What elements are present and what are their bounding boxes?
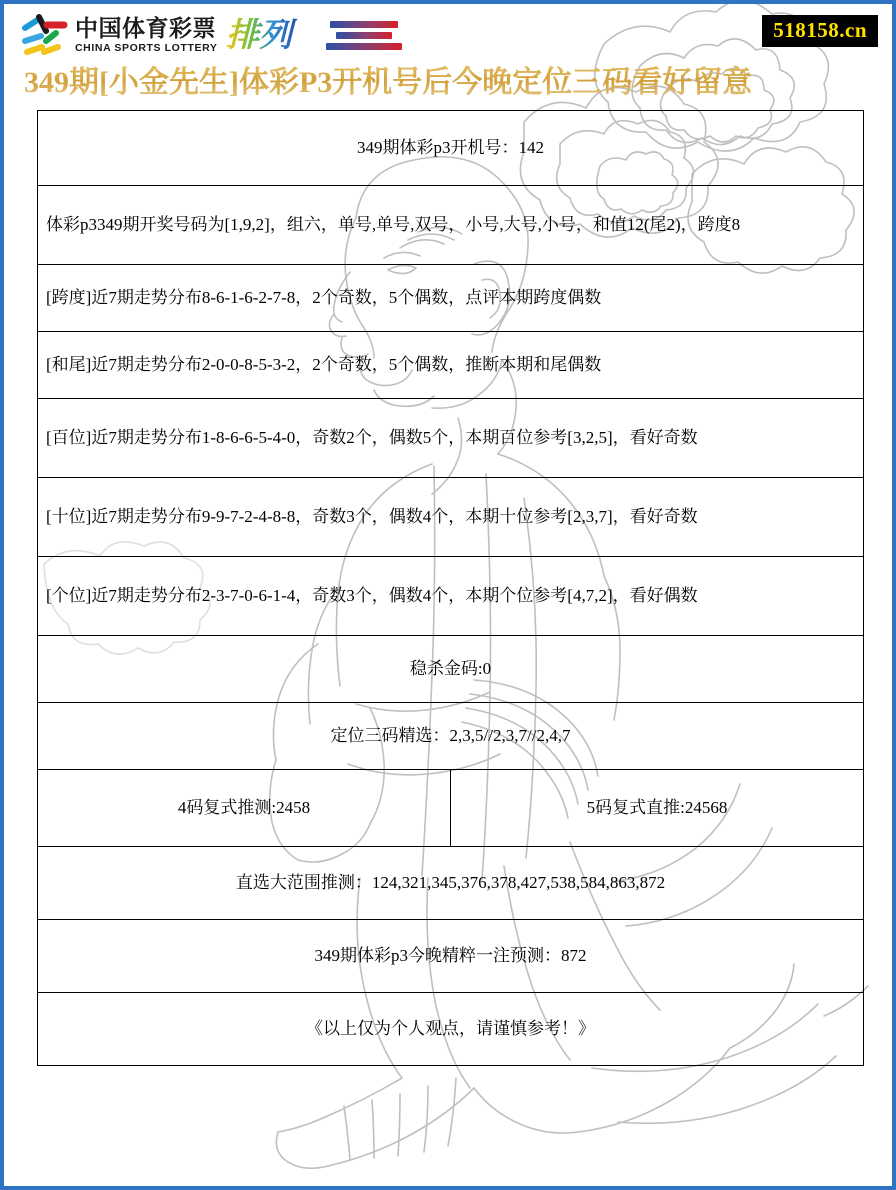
brand-wordmark (75, 14, 218, 54)
row-disclaimer: 《以上仅为个人观点，请谨慎参考！》 (38, 993, 864, 1066)
row-hewei-trend: [和尾]近7期走势分布2-0-0-8-5-3-2，2个奇数，5个偶数，推断本期和尾偶数 (38, 332, 864, 399)
row-wensha-jinma: 稳杀金码:0 (38, 636, 864, 703)
table-row (38, 478, 864, 557)
brand-logo[interactable] (22, 12, 406, 58)
row-dingwei-sanma: 定位三码精选：2,3,5//2,3,7//2,4,7 (38, 703, 864, 770)
brand-name-cn: 中国体育彩票 (75, 14, 216, 41)
table-row (38, 703, 864, 770)
brand-name-en: CHINA SPORTS LOTTERY (75, 41, 218, 54)
table-row (38, 186, 864, 265)
row-zhixuan-range: 直选大范围推测：124,321,345,376,378,427,538,584,863,872 (38, 847, 864, 920)
svg-text:排列: 排列 (226, 16, 293, 53)
row-shiwei-trend: [十位]近7期走势分布9-9-7-2-4-8-8，奇数3个，偶数4个，本期十位参考[2,3,7]，看好奇数 (38, 478, 864, 557)
product-logo-pailiesan (226, 13, 406, 57)
prediction-table (37, 110, 864, 1066)
row-kaijiang-result: 体彩p3349期开奖号码为[1,9,2]，组六，单号,单号,双号，小号,大号,小号，和值12(尾2)，跨度8 (38, 186, 864, 265)
cell-5ma-fushi: 5码复式直推:24568 (451, 770, 864, 847)
site-header (4, 4, 892, 60)
row-baiwei-trend: [百位]近7期走势分布1-8-6-6-5-4-0，奇数2个，偶数5个，本期百位参考[3,2,5]，看好奇数 (38, 399, 864, 478)
table-row (38, 993, 864, 1066)
prediction-table-wrap (37, 110, 864, 1066)
table-row (38, 636, 864, 703)
table-row (38, 111, 864, 186)
table-row (38, 332, 864, 399)
table-row (38, 920, 864, 993)
table-row (38, 399, 864, 478)
row-jingcui-single: 349期体彩p3今晚精粹一注预测：872 (38, 920, 864, 993)
table-row (38, 557, 864, 636)
table-row (38, 847, 864, 920)
site-url-badge[interactable]: 518158.cn (762, 15, 878, 47)
sports-lottery-star-icon (22, 14, 68, 56)
cell-4ma-fushi: 4码复式推测:2458 (38, 770, 451, 847)
row-gewei-trend: [个位]近7期走势分布2-3-7-0-6-1-4，奇数3个，偶数4个，本期个位参考[4,7,2]，看好偶数 (38, 557, 864, 636)
page-title: 349期[小金先生]体彩P3开机号后今晚定位三码看好留意 (4, 62, 892, 104)
table-row (38, 265, 864, 332)
row-kaiji-number: 349期体彩p3开机号：142 (38, 111, 864, 186)
row-kuadu-trend: [跨度]近7期走势分布8-6-1-6-2-7-8，2个奇数，5个偶数，点评本期跨度偶数 (38, 265, 864, 332)
table-row-split (38, 770, 864, 847)
